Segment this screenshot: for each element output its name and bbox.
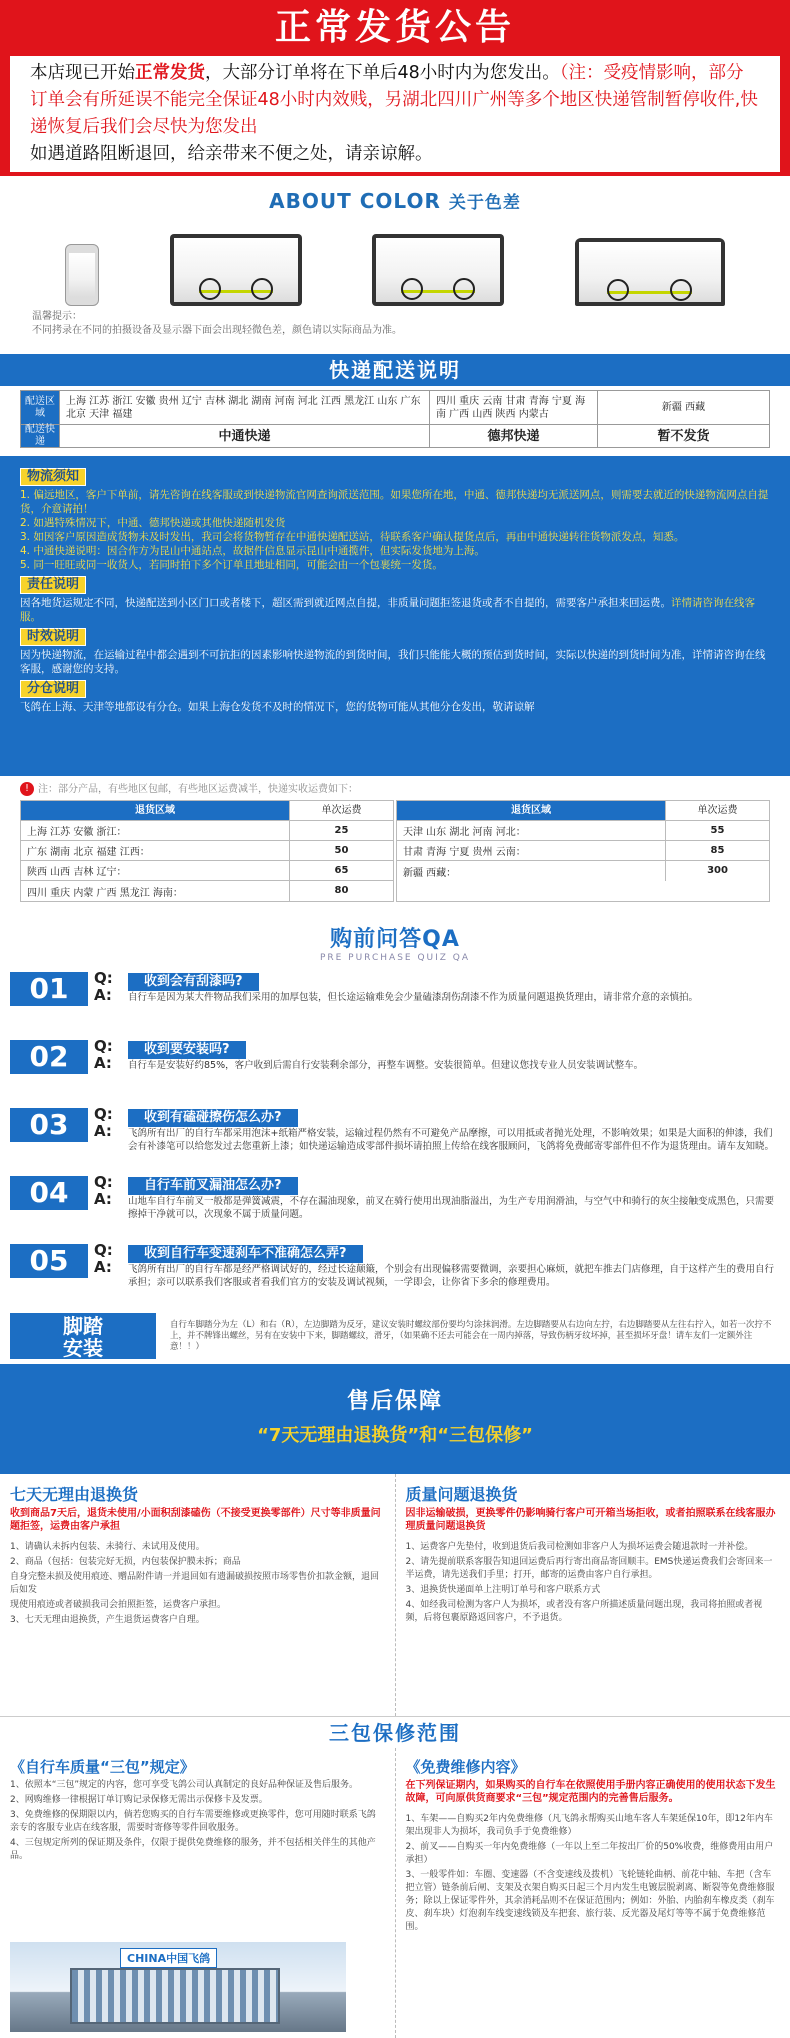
fee-head-area: 退货区域 xyxy=(21,801,289,820)
notice-line3: 如遇道路阻断退回，给亲带来不便之处，请亲谅解。 xyxy=(30,144,433,164)
about-title-en: ABOUT COLOR xyxy=(269,189,441,213)
qa-question: 收到会有刮漆吗? xyxy=(128,973,259,991)
monitor-image xyxy=(372,234,504,306)
fee-table-left xyxy=(20,800,394,902)
qa-answer: 自行车是因为某大件物品我们采用的加厚包装，但长途运输难免会少量磕漆刮伤刮漆不作为质量问题退换货理由，请非常介意的亲慎拍。 xyxy=(128,991,780,1004)
fee-row xyxy=(21,881,393,901)
logistics-p3: 3. 如因客户原因造成货物未及时发出，我司会将货物暂存在中通快递配送站，待联系客户确认提货点后，再由中通快递转往货物派发点，知悉。 xyxy=(20,530,770,544)
qa-letters xyxy=(88,1174,128,1238)
qa-answer: 山地车自行车前叉一般都是弹簧减震，不存在漏油现象，前叉在骑行使用出现油脂溢出，为生产专用润滑油，与空气中和骑行的灰尘接触变成黑色，只需要擦掉干净就可以，次现象不属于质量问题。 xyxy=(128,1195,780,1221)
qa-answer: 飞鸽所有出厂的自行车都采用泡沫+纸箱严格安装，运输过程仍然有不可避免产品摩擦，可以用抵或者抛光处理，不影响效果；如果是大面积的伸漆，我们会有补漆笔可以给您发过去您重新上漆；如快递运输造成零部件损坏请拍照上传给在线客服顾问，飞鸽将免费邮寄零部件但不作为退货理由。请车友知晓。 xyxy=(128,1127,780,1153)
logistics-p5: 5. 同一旺旺或同一收货人，若同时拍下多个订单且地址相同，可能会由一个包裹统一发货。 xyxy=(20,558,770,572)
about-title xyxy=(0,176,790,216)
fee-row xyxy=(397,821,769,841)
qa-body xyxy=(128,1242,780,1306)
qa-letters xyxy=(88,970,128,1034)
quality-list xyxy=(406,1541,781,1625)
qa-item xyxy=(0,1240,790,1308)
deppon-courier: 德邦快递 xyxy=(429,425,597,447)
qa-question: 自行车前叉漏油怎么办? xyxy=(128,1177,298,1195)
monitor-image xyxy=(170,234,302,306)
free-repair xyxy=(395,1748,790,2038)
policy-item: 1、车架——自购买2年内免费维修（凡飞鸽永帮购买山地车客人车架延保10年，即12年内车架出现非人为损坏，我司负手于免费维修） xyxy=(406,1813,781,1839)
qa-item xyxy=(0,968,790,1036)
policy-item: 1、依照本“三包”规定的内容，您可享受飞鸽公司认真制定的良好品种保证及售后服务。 xyxy=(10,1779,385,1792)
free-repair-title: 《免费维修内容》 xyxy=(406,1756,781,1777)
qa-number: 04 xyxy=(10,1176,88,1210)
fee-note xyxy=(20,780,770,800)
three-guarantees-list xyxy=(10,1779,385,1863)
fee-price: 65 xyxy=(289,861,393,880)
logistics-p1: 1. 偏远地区，客户下单前，请先咨询在线客服或到快递物流官网查询派送范围。如果您所在地，中通、德邦快递均无派送网点，则需要去就近的快递物流网点自提货，介意请拍！ xyxy=(20,488,770,516)
qa-letters xyxy=(88,1242,128,1306)
three-guarantees-title: 《自行车质量“三包”规定》 xyxy=(10,1756,385,1777)
policy-item: 3、退换货快递面单上注明订单号和客户联系方式 xyxy=(406,1584,781,1597)
policy-item: 3、一般零件如：车圈、变速器（不含变速线及拨机）飞轮链轮曲柄、前花中轴、车把（含车把立管）链条前后闸、支架及衣架自购买日起三个月内发生电镀层脱剥离、断裂等免费维修服务；除以上保证零件外，其余消耗品则不在保证范围内；例如：外胎、内胎刹车橡皮类（刹车皮、刹车块）灯泡刹车线变速线锁及车把套、旅行装、反光器及尾灯等等不属于免费维修范围。 xyxy=(406,1869,781,1934)
responsibility-main: 因各地货运规定不同，快递配送到小区门口或者楼下，超区需到就近网点自提，非质量问题拒签退货或者不自提的，需要客户承担来回运费。 xyxy=(20,597,671,609)
logistics-p2: 2. 如遇特殊情况下，中通、德邦快递或其他快递随机发货 xyxy=(20,516,770,530)
seven-day-list xyxy=(10,1541,385,1627)
pedal-label xyxy=(10,1313,156,1359)
fee-area: 上海 江苏 安徽 浙江： xyxy=(21,823,289,838)
free-repair-list xyxy=(406,1813,781,1934)
qa-body xyxy=(128,1106,780,1170)
fee-head-price: 单次运费 xyxy=(665,801,769,820)
policy-item: 4、如经我司检测为客户人为损坏，或者没有客户所描述质量问题出现，我司将拍照或者视频，后将包裹原路返回客户，不予退货。 xyxy=(406,1599,781,1625)
policy-item: 自身完整未损及使用痕迹、赠品附件请一并退回如有遗漏破损按照市场零售价扣款金额，退回后如发 xyxy=(10,1571,385,1597)
pedal-install xyxy=(0,1308,790,1364)
deppon-regions: 四川 重庆 云南 甘肃 青海 宁夏 海南 广西 山西 陕西 内蒙古 xyxy=(429,391,597,424)
qa-subtitle: PRE PURCHASE QUIZ QA xyxy=(0,953,790,963)
policy-item: 2、前叉——自购买一年内免费维修（一年以上至二年按出厂价的50%收费，维修费用由用户承担） xyxy=(406,1841,781,1867)
fee-head-area: 退货区域 xyxy=(397,801,665,820)
policy-item: 2、网购维修一律根据订单订购记录保修无需出示保修卡及发票。 xyxy=(10,1794,385,1807)
a-letter: A: xyxy=(94,987,128,1004)
q-letter: Q: xyxy=(94,1174,128,1191)
quality-return xyxy=(395,1474,790,1716)
policy-item: 3、免费维修的保期限以内，倘若您购买的自行车需要维修或更换零件，您可用随时联系飞鸽亲专的客服专业店在线客服，需要时寄修等零件回收服务。 xyxy=(10,1809,385,1835)
quality-title: 质量问题退换货 xyxy=(406,1482,781,1505)
no-ship-courier: 暂不发货 xyxy=(597,425,769,447)
responsibility-tag: 责任说明 xyxy=(20,576,86,594)
device-row xyxy=(0,216,790,306)
q-letter: Q: xyxy=(94,970,128,987)
fee-price: 85 xyxy=(665,841,769,860)
after-sales-banner xyxy=(0,1364,790,1474)
qa-item xyxy=(0,1036,790,1104)
qa-number: 02 xyxy=(10,1040,88,1074)
about-color xyxy=(0,176,790,354)
qa-section xyxy=(0,906,790,1364)
qa-number: 01 xyxy=(10,972,88,1006)
qa-question: 收到自行车变速刹车不准确怎么弄? xyxy=(128,1245,363,1263)
fee-area: 甘肃 青海 宁夏 贵州 云南： xyxy=(397,843,665,858)
q-letter: Q: xyxy=(94,1242,128,1259)
fee-row xyxy=(397,861,769,881)
q-letter: Q: xyxy=(94,1038,128,1055)
region-label: 配送区域 xyxy=(21,391,59,424)
qa-item xyxy=(0,1172,790,1240)
responsibility-text xyxy=(20,596,770,624)
a-letter: A: xyxy=(94,1259,128,1276)
fee-row xyxy=(397,841,769,861)
delivery-table xyxy=(20,390,770,448)
policy-item: 3、七天无理由退换货，产生退货运费客户自理。 xyxy=(10,1614,385,1627)
seven-day-title: 七天无理由退换货 xyxy=(10,1482,385,1505)
pedal-text: 自行车脚踏分为左（L）和右（R），左边脚踏为反牙，建议安装时螺纹部份要均匀涂抹润滑。左边脚踏要从右边向左拧，右边脚踏要从左往右拧入，如若一次拧不上，并不牌锋出螺丝，另有在安装中下来，脚踏螺纹，滑牙，（如果确不还去可能会在一周内掉落，导致伤柄牙纹坏掉，甚至损坏牙盘！请车友们一定额外注意！！） xyxy=(156,1320,780,1353)
phone-image xyxy=(65,244,99,306)
fee-area: 新疆 西藏： xyxy=(397,864,665,879)
tips-label: 温馨提示： xyxy=(32,310,758,324)
policy-item: 4、三包规定所列的保证期及条件，仅限于提供免费维修的服务，并不包括相关伴生的其他产品。 xyxy=(10,1837,385,1863)
quality-warning: 因非运输破损，更换零件仍影响骑行客户可开箱当场拒收，或者拍照联系在线客服办理质量问题退换货 xyxy=(406,1507,781,1533)
pedal-label-1: 脚踏 xyxy=(10,1315,156,1337)
qa-answer: 飞鸽所有出厂的自行车都是经严格调试好的，经过长途颠簸，个别会有出现偏移需要微调，亲要担心麻烦，就把车推去门店修理，自于这样产生的费用自行承担；亲可以联系我们客服或者看我们官方的安装及调试视频，一学即会，让你省下多余的修理费用。 xyxy=(128,1263,780,1289)
fee-row xyxy=(21,821,393,841)
qa-body xyxy=(128,1174,780,1238)
fee-price: 80 xyxy=(289,881,393,901)
zto-courier: 中通快递 xyxy=(59,425,429,447)
after-subtitle: “7天无理由退换货”和“三包保修” xyxy=(0,1421,790,1447)
no-ship-regions: 新疆 西藏 xyxy=(597,391,769,424)
notice-line1-c: ，大部分订单将在下单后48小时内为您发出。 xyxy=(205,63,560,83)
return-policy xyxy=(0,1474,790,1716)
delivery-title: 快递配送说明 xyxy=(0,354,790,386)
fee-area: 广东 湖南 北京 福建 江西： xyxy=(21,843,289,858)
warranty-section xyxy=(0,1748,790,2038)
qa-letters xyxy=(88,1038,128,1102)
qa-body xyxy=(128,1038,780,1102)
qa-number: 05 xyxy=(10,1244,88,1278)
fee-row xyxy=(21,861,393,881)
shipping-notice xyxy=(0,0,790,176)
fee-table-right xyxy=(396,800,770,902)
qa-question: 收到要安装吗? xyxy=(128,1041,246,1059)
qa-answer: 自行车是安装好约85%，客户收到后需自行安装剩余部分，再整车调整。安装很简单。但建议您找专业人员安装调试整车。 xyxy=(128,1059,780,1072)
logistics-p4: 4. 中通快递说明：因合作方为昆山中通站点，故据件信息显示昆山中通揽件，但实际发货地为上海。 xyxy=(20,544,770,558)
a-letter: A: xyxy=(94,1055,128,1072)
free-repair-warning: 在下列保证期内，如果购买的自行车在依照使用手册内容正确使用的使用状态下发生故障，可向原供货商要求“三包”规定范围内的完善售后服务。 xyxy=(406,1779,781,1805)
policy-item: 1、运费客户先垫付，收到退货后我司检测如非客户人为损坏运费会随退款时一并补偿。 xyxy=(406,1541,781,1554)
qa-header xyxy=(0,906,790,968)
seven-day-warning: 收到商品7天后，退货未使用/小面积刮漆磕伤（不接受更换零部件）尺寸等非质量问题拒签，运费由客户承担 xyxy=(10,1507,385,1533)
notice-normal-shipping: 正常发货 xyxy=(135,63,205,83)
responsibility-contact: 详情请咨询在线客服。 xyxy=(20,597,755,623)
warning-icon: ! xyxy=(20,782,34,796)
fee-area: 陕西 山西 吉林 辽宁： xyxy=(21,863,289,878)
policy-item: 现使用痕迹或者破损我司会拍照拒签，运费客户承担。 xyxy=(10,1599,385,1612)
warehouse-tag: 分仓说明 xyxy=(20,680,86,698)
timing-tag: 时效说明 xyxy=(20,628,86,646)
three-guarantees xyxy=(0,1748,395,2038)
delivery-section xyxy=(0,354,790,448)
fee-price: 25 xyxy=(289,821,393,840)
tips-text: 不同拷录在不同的拍摄设备及显示器下面会出现轻微色差，颜色请以实际商品为准。 xyxy=(32,324,758,338)
policy-item: 2、请先提前联系客服告知退回运费后再行寄出商品寄回顺丰。EMS快递运费我们会寄回来一半运费，请先送我们手里；打开，邮寄的运费由客户自行承担。 xyxy=(406,1556,781,1582)
factory-sign: CHINA中国飞鸽 xyxy=(120,1948,217,1968)
q-letter: Q: xyxy=(94,1106,128,1123)
factory-building-image xyxy=(10,1942,346,2032)
qa-item xyxy=(0,1104,790,1172)
fee-area: 四川 重庆 内蒙 广西 黑龙江 海南： xyxy=(21,884,289,899)
fee-price: 300 xyxy=(665,861,769,881)
timing-text: 因为快递物流，在运输过程中都会遇到不可抗拒的因素影响快递物流的到货时间，我们只能能大概的预估到货时间，实际以快递的到货时间为准，详情请咨询在线客服，感谢您的支持。 xyxy=(20,648,770,676)
seven-day-return xyxy=(0,1474,395,1716)
logistics-info xyxy=(0,456,790,776)
notice-line2: （注：受疫情影响，部分订单会有所延误不能完全保证48小时内效贱，另湖北四川广州等多个地区快递管制暂停收件,快递恢复后我们会尽快为您发出 xyxy=(30,63,758,137)
qa-letters xyxy=(88,1106,128,1170)
policy-item: 1、请确认未拆内包装、未骑行、未试用及使用。 xyxy=(10,1541,385,1554)
qa-list xyxy=(0,968,790,1308)
warehouse-text: 飞鸽在上海、天津等地都设有分仓。如果上海仓发货不及时的情况下，您的货物可能从其他分仓发出，敬请谅解 xyxy=(20,700,770,714)
qa-body xyxy=(128,970,780,1034)
pedal-label-2: 安装 xyxy=(10,1337,156,1359)
qa-number: 03 xyxy=(10,1108,88,1142)
a-letter: A: xyxy=(94,1123,128,1140)
qa-question: 收到有磕碰擦伤怎么办? xyxy=(128,1109,298,1127)
courier-label: 配送快递 xyxy=(21,425,59,447)
notice-box xyxy=(10,56,780,172)
after-title: 售后保障 xyxy=(0,1384,790,1415)
about-title-cn: 关于色差 xyxy=(449,193,521,213)
fee-price: 55 xyxy=(665,821,769,840)
laptop-image xyxy=(575,238,725,306)
zto-regions: 上海 江苏 浙江 安徽 贵州 辽宁 吉林 湖北 湖南 河南 河北 江西 黑龙江 山东 广东 北京 天津 福建 xyxy=(59,391,429,424)
color-tips xyxy=(0,306,790,342)
fee-row xyxy=(21,841,393,861)
notice-line1-a: 本店现已开始 xyxy=(30,63,135,83)
fee-table xyxy=(20,800,770,902)
fee-note-text: 注：部分产品，有些地区包邮，有些地区运费减半，快递实收运费如下： xyxy=(38,784,358,795)
policy-item: 2、商品（包括：包装完好无损，内包装保护膜未拆；商品 xyxy=(10,1556,385,1569)
qa-title: 购前问答QA xyxy=(0,922,790,953)
warranty-title: 三包保修范围 xyxy=(0,1716,790,1748)
fee-head-price: 单次运费 xyxy=(289,801,393,820)
logistics-tag: 物流须知 xyxy=(20,468,86,486)
a-letter: A: xyxy=(94,1191,128,1208)
return-fee-section xyxy=(0,776,790,906)
notice-title: 正常发货公告 xyxy=(10,6,780,50)
fee-price: 50 xyxy=(289,841,393,860)
fee-area: 天津 山东 湖北 河南 河北： xyxy=(397,823,665,838)
